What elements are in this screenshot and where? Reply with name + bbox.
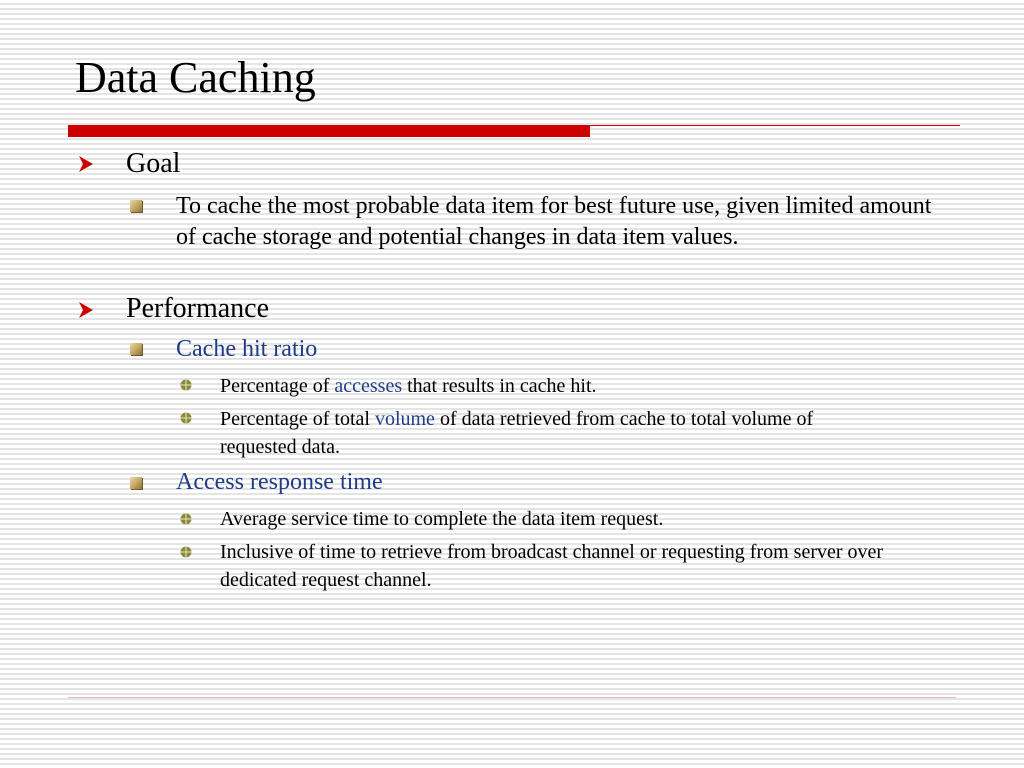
square-bullet-icon <box>130 343 142 355</box>
text-segment: that results in cache hit. <box>402 375 597 397</box>
highlighted-term: accesses <box>334 375 403 397</box>
bullet-percentage-accesses <box>220 372 597 400</box>
text-segment: Percentage of <box>220 375 335 397</box>
title-underline-thick <box>68 125 590 137</box>
disc-bullet-icon <box>180 412 192 424</box>
bullet-access-response-time: Access response time <box>176 469 383 495</box>
footer-divider <box>68 697 956 698</box>
bullet-cache-hit-ratio: Cache hit ratio <box>176 336 318 362</box>
bullet-goal-description: To cache the most probable data item for best future use, given limited amount of cache storage and potential changes in data item values. <box>176 193 932 250</box>
bullet-goal: Goal <box>126 148 181 179</box>
disc-bullet-icon <box>180 513 192 525</box>
slide-title: Data Caching <box>75 53 316 102</box>
disc-bullet-icon <box>180 546 192 558</box>
bullet-performance: Performance <box>126 293 270 324</box>
highlighted-term: volume <box>374 408 435 430</box>
bullet-average-service-time: Average service time to complete the data item request. <box>220 508 664 530</box>
bullet-percentage-volume <box>220 405 885 461</box>
arrow-bullet-icon <box>76 154 96 174</box>
arrow-bullet-icon <box>76 300 96 320</box>
bullet-inclusive-of-time: Inclusive of time to retrieve from broadcast channel or requesting from server over dedicated request channel. <box>220 541 884 591</box>
text-segment: of data retrieved from cache to total volume of requested data. <box>220 408 814 458</box>
disc-bullet-icon <box>180 379 192 391</box>
square-bullet-icon <box>130 200 142 212</box>
square-bullet-icon <box>130 477 142 489</box>
text-segment: Percentage of total <box>220 408 375 430</box>
